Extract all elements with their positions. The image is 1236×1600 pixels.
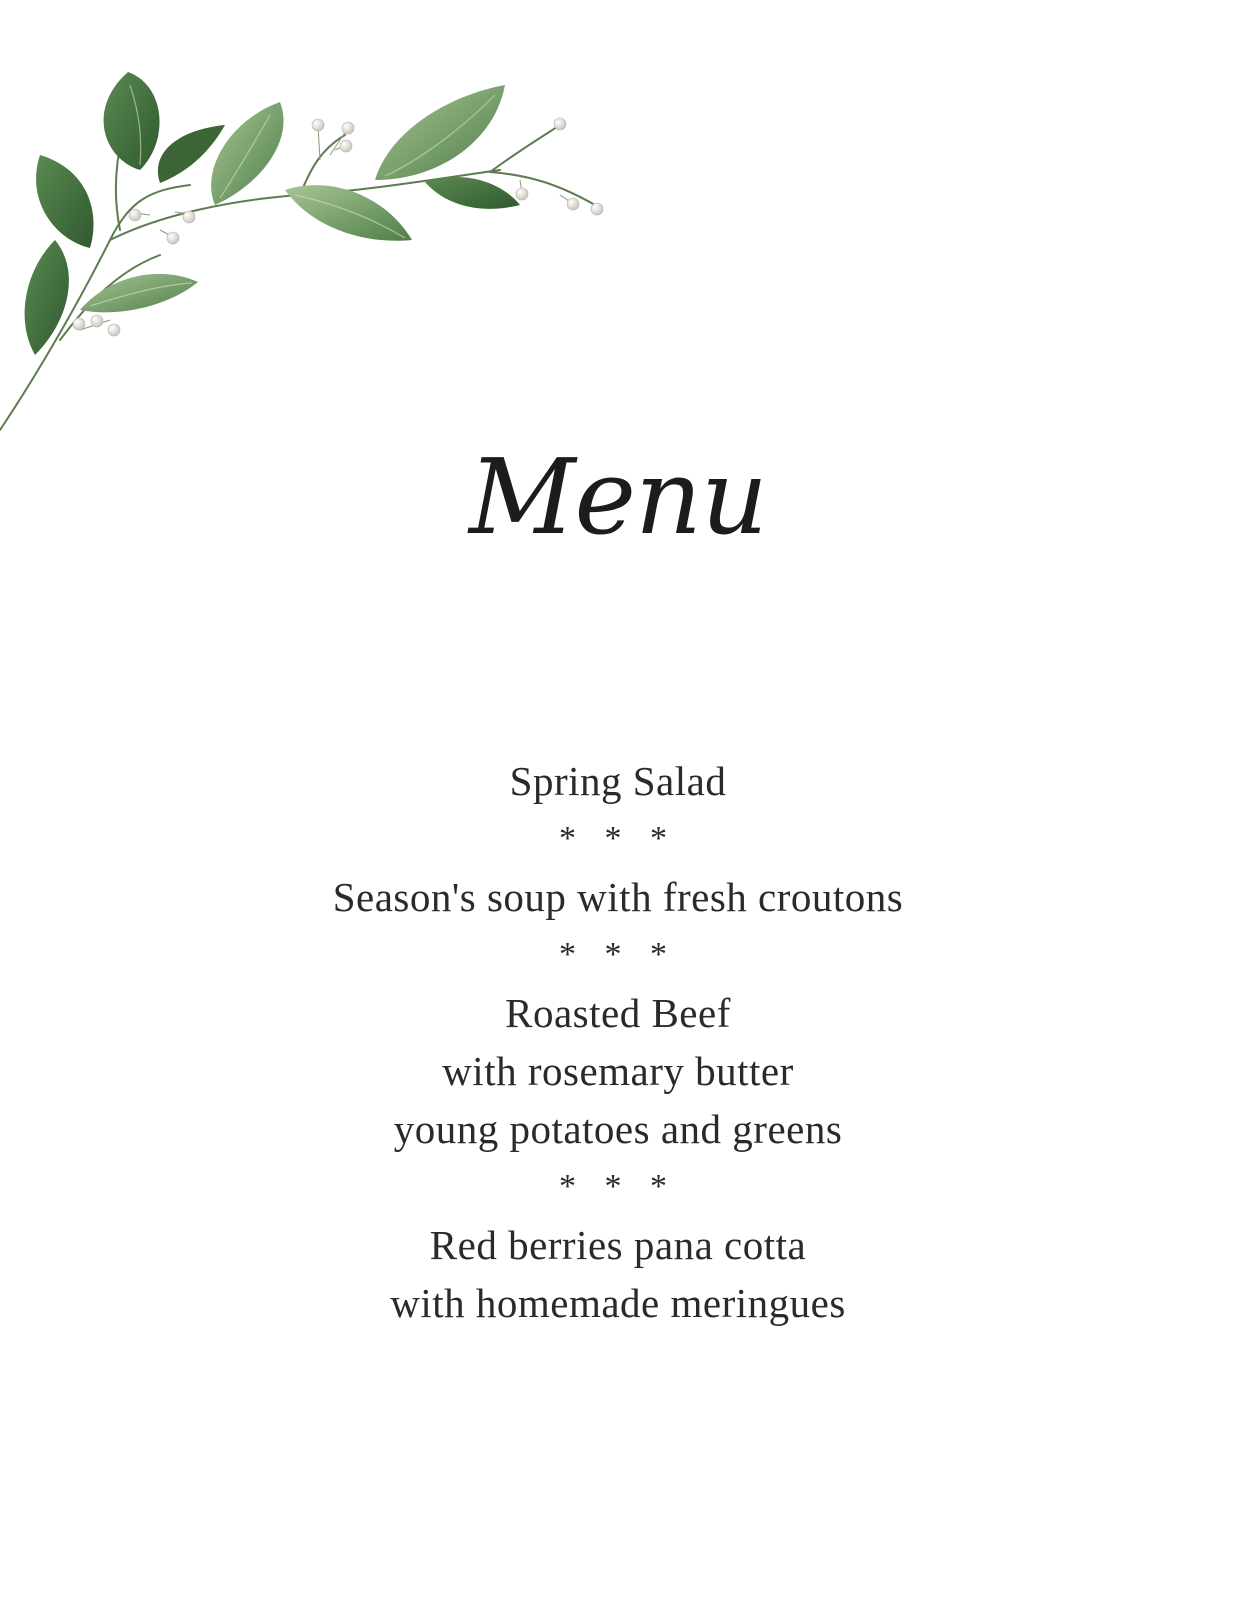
menu-title: Menu <box>469 436 767 558</box>
eucalyptus-branch-icon <box>0 0 640 450</box>
course-line: Spring Salad <box>509 758 727 804</box>
course-line: with homemade meringues <box>390 1280 846 1326</box>
course-line: young potatoes and greens <box>393 1106 843 1152</box>
course-soup <box>0 868 1236 926</box>
course-starter <box>0 752 1236 810</box>
course-line: with rosemary butter <box>442 1048 794 1094</box>
course-main <box>0 984 1236 1158</box>
course-line: Season's soup with fresh croutons <box>332 874 904 920</box>
course-line: Red berries pana cotta <box>429 1222 807 1268</box>
course-separator: * * * <box>559 936 677 973</box>
courses-list <box>0 752 1236 1332</box>
course-dessert <box>0 1216 1236 1332</box>
course-separator: * * * <box>559 1168 677 1205</box>
course-separator: * * * <box>559 820 677 857</box>
course-line: Roasted Beef <box>505 990 731 1036</box>
